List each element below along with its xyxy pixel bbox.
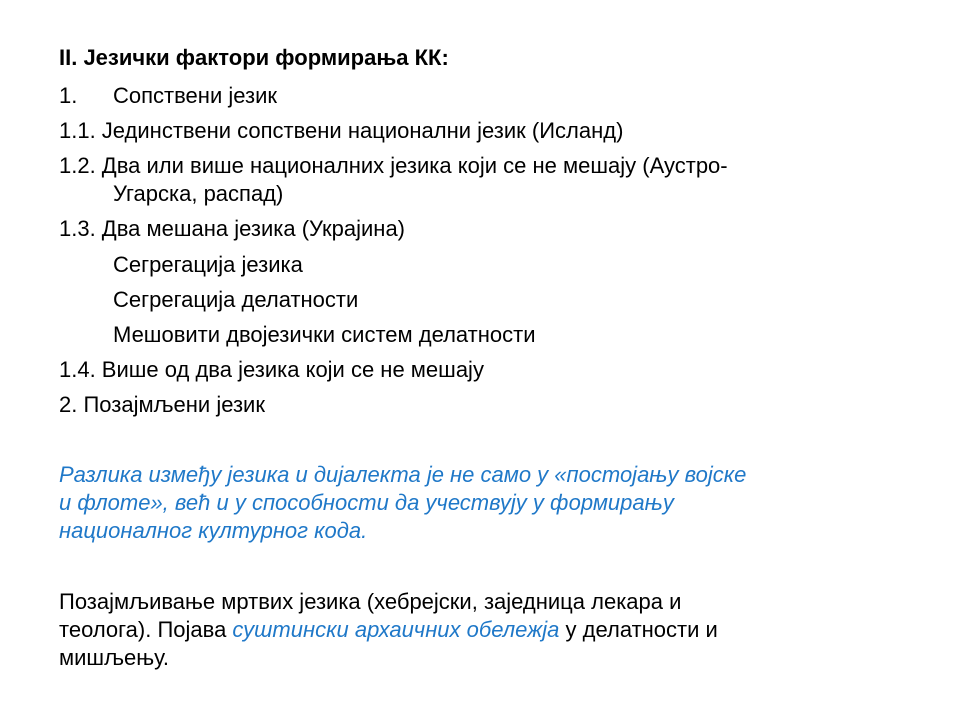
sub-item-mixed-bilingual-system: Мешовити двојезички систем делатности [113, 322, 536, 347]
slide-heading: II. Језички фактори формирања КК: [59, 45, 449, 70]
quote-line-3: националног културног кода. [59, 518, 368, 543]
list-item-1-2-line2: Угарска, распад) [113, 181, 284, 206]
list-item-1-4: 1.4. Више од два језика који се не мешају [59, 357, 484, 382]
list-item-1-3: 1.3. Два мешана језика (Украјина) [59, 216, 406, 241]
list-item-1-2-line1: 1.2. Два или више националних језика који се не мешају (Аустро- [59, 153, 728, 178]
list-item-2: 2. Позајмљени језик [59, 392, 265, 417]
paragraph-line-3: мишљењу. [59, 645, 170, 670]
archaic-features-highlight: суштински архаичних обележја [232, 617, 560, 642]
list-item-1-1: 1.1. Јединствени сопствени национални језик (Исланд) [59, 118, 624, 143]
sub-item-language-segregation: Сегрегација језика [113, 252, 303, 277]
list-item-1-text: Сопствени језик [113, 83, 277, 108]
list-item-1-number: 1. [59, 83, 78, 108]
paragraph-line-2 [59, 616, 718, 644]
paragraph-line-2-end: у делатности и [559, 617, 718, 642]
quote-line-2: и флоте», већ и у способности да учествују у формирању [59, 490, 674, 515]
quote-line-1: Разлика између језика и дијалекта је не само у «постојању војске [59, 462, 747, 487]
paragraph-line-1: Позајмљивање мртвих језика (хебрејски, заједница лекара и [59, 589, 682, 614]
paragraph-line-2-start: теолога). Појава [59, 617, 233, 642]
list-item-1 [59, 82, 277, 110]
sub-item-activity-segregation: Сегрегација делатности [113, 287, 359, 312]
